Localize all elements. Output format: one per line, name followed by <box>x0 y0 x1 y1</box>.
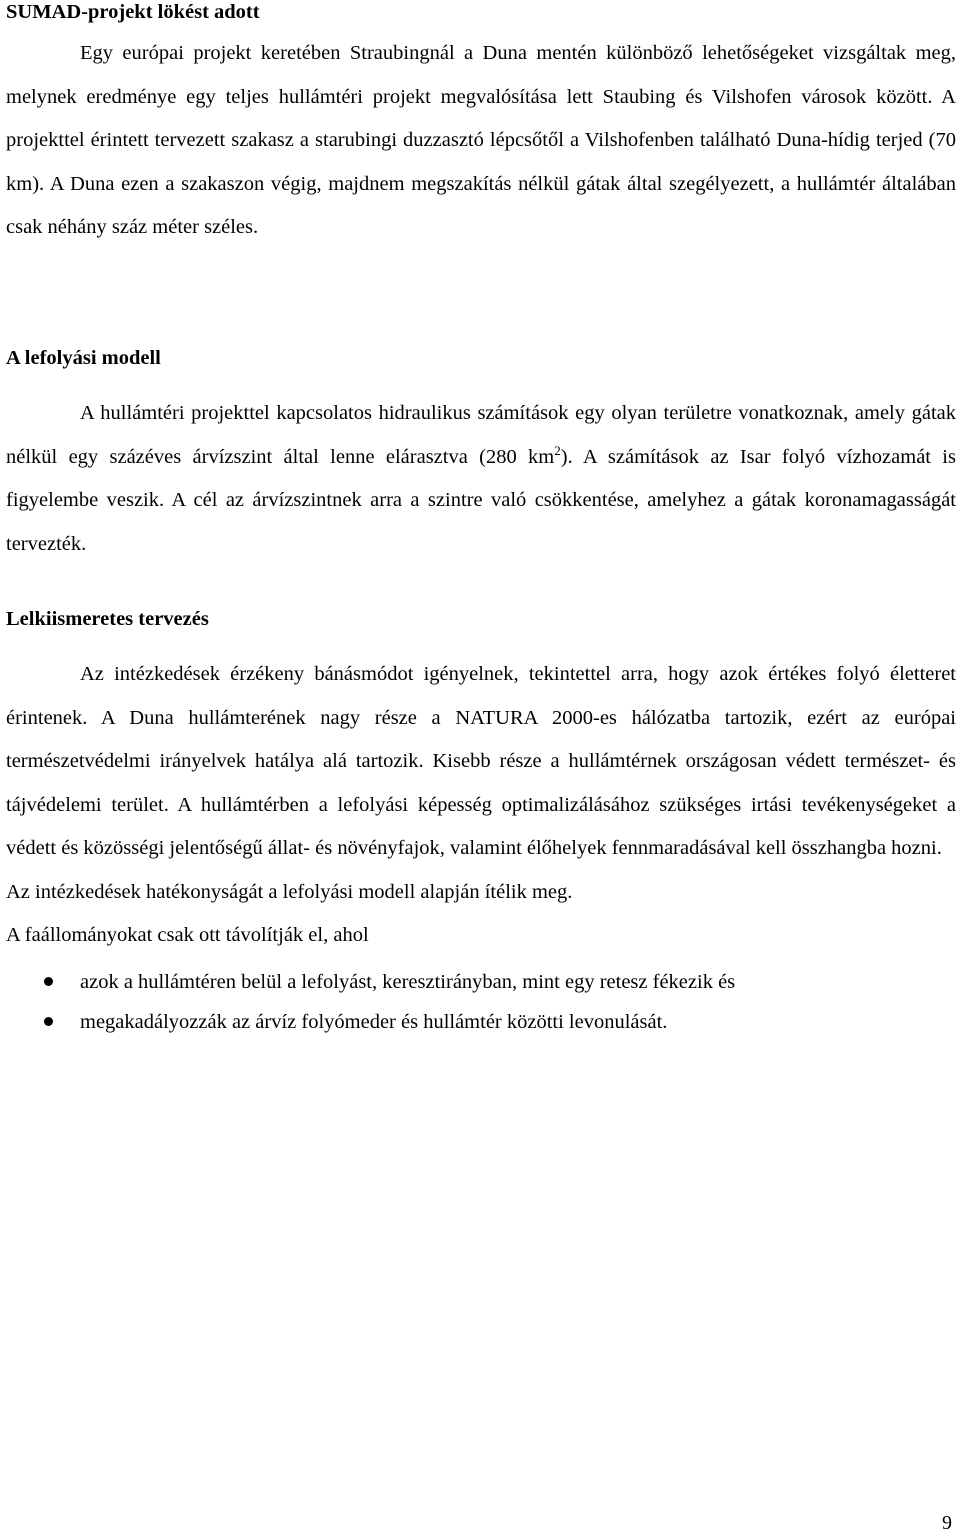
bullet-list <box>6 962 956 1042</box>
section-lefolyasi-modell <box>6 346 956 566</box>
section-sumad <box>6 0 956 250</box>
section-heading: A lefolyási modell <box>6 347 161 369</box>
list-item-text: megakadályozzák az árvíz folyómeder és hullámtér közötti levonulását. <box>80 1010 668 1033</box>
list-item <box>6 962 956 1002</box>
section-heading: SUMAD-projekt lökést adott <box>6 1 260 23</box>
section-paragraph: Egy európai projekt keretében Straubingnál a Duna mentén különböző lehetőségeket vizsgáltak meg, melynek eredménye egy teljes hullámtéri projekt megvalósítása lett Staubing és Vilshofen városok között. A projekttel érintett tervezett szakasz a starubingi duzzasztó lépcsőtől a Vilshofenben található Duna-hídig terjed (70 km). A Duna ezen a szakaszon végig, majdnem megszakítás nélkül gátak által szegélyezett, a hullámtér általában csak néhány száz méter széles. <box>6 42 956 238</box>
paragraph-text-part2: ). A számítások az Isar folyó vízhozamát is figyelembe veszik. A cél az árvízszintnek arra a szintre való csökkentése, amelyhez a gátak koronamagasságát tervezték. <box>6 445 956 555</box>
section-heading: Lelkiismeretes tervezés <box>6 608 209 630</box>
list-item <box>6 1002 956 1042</box>
section-line: Az intézkedések hatékonyságát a lefolyási modell alapján ítélik meg. <box>6 880 573 903</box>
paragraph-text-part1: A hullámtéri projekttel kapcsolatos hidraulikus számítások egy olyan területre vonatkoznak, amely gátak nélkül egy százéves árvízszint által lenne elárasztva (280 km <box>6 402 956 468</box>
superscript: 2 <box>554 442 561 458</box>
bullet-icon <box>44 977 53 986</box>
bullet-icon <box>44 1017 53 1026</box>
section-paragraph <box>6 392 956 566</box>
page-number: 9 <box>942 1512 952 1534</box>
section-line: A faállományokat csak ott távolítják el, ahol <box>6 924 369 946</box>
section-lelkiismeretes-tervezes <box>6 607 956 1042</box>
list-item-text: azok a hullámtéren belül a lefolyást, keresztirányban, mint egy retesz fékezik és <box>80 970 736 993</box>
section-paragraph: Az intézkedések érzékeny bánásmódot igényelnek, tekintettel arra, hogy azok értékes folyó életteret érintenek. A Duna hullámterének nagy része a NATURA 2000-es hálózatba tartozik, ezért az európai természetvédelmi irányelvek hatálya alá tartozik. Kisebb része a hullámtérnek országosan védett természet- és tájvédelemi terület. A hullámtérben a lefolyási képesség optimalizálásához szükséges irtási tevékenységeket a védett és közösségi jelentőségű állat- és növényfajok, valamint élőhelyek fennmaradásával kell összhangba hozni. <box>6 663 956 859</box>
